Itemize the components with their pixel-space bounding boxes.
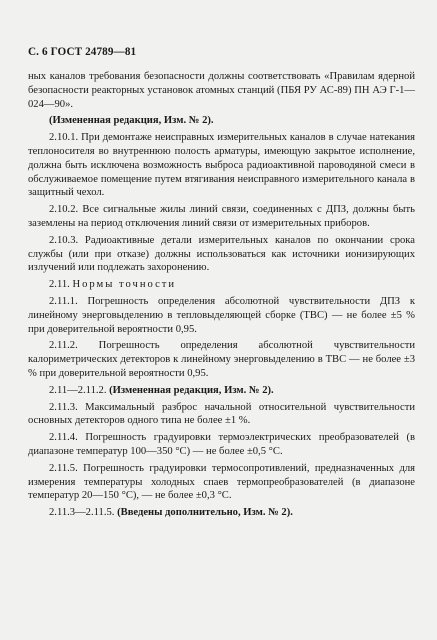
section-number: 2.11.	[49, 279, 70, 291]
section-title: Нормы точности	[72, 279, 177, 291]
clause-2-11-1: 2.11.1. Погрешность определения абсолютной чувствительности ДПЗ к линейному энерговыделению в тепловыделяющей сборке (ТВС) — не более ±5 % при доверительной вероятности 0,95.	[28, 295, 415, 335]
clause-2-10-2: 2.10.2. Все сигнальные жилы линий связи, соединенных с ДПЗ, должны быть заземлены на период отключения линий связи от измерительных приборов.	[28, 204, 415, 229]
clause-range: 2.11.3—2.11.5.	[49, 507, 115, 519]
document-body	[28, 70, 415, 523]
clause-range: 2.11—2.11.2.	[49, 384, 107, 396]
clause-2-11-2: 2.11.2. Погрешность определения абсолютной чувствительности калориметрических детекторов к линейному энерговыделению в ТВС — не более ±3 % при доверительной вероятности 0,95.	[28, 340, 415, 379]
amendment-note	[28, 384, 415, 398]
amendment-note: (Измененная редакция, Изм. № 2).	[49, 115, 214, 127]
clause-2-11-3: 2.11.3. Максимальный разброс начальной относительной чувствительности основных детекторов одного типа не более ±1 %.	[28, 401, 415, 427]
paragraph-continuation: ных каналов требования безопасности должны соответствовать «Правилам ядерной безопасности реакторных установок атомных станций (ПБЯ РУ АС-89) ПН АЭ Г-1—024—90».	[28, 71, 415, 110]
amendment-text: (Измененная редакция, Изм. № 2).	[109, 384, 274, 396]
amendment-text: (Введены дополнительно, Изм. № 2).	[117, 507, 293, 519]
clause-2-10-1: 2.10.1. При демонтаже неисправных измерительных каналов в случае натекания теплоносителя во внутреннюю полость арматуры, имеющую закрытое исполнение, должна быть исключена возможность выброса радиоактивной пароводяной смеси в обслуживаемое помещение путем втягивания неисправного измерительного канала в защитный чехол.	[28, 132, 415, 199]
amendment-note	[28, 506, 415, 520]
clause-2-10-3: 2.10.3. Радиоактивные детали измерительных каналов по окончании срока службы (или при отказе) должны использоваться как источники ионизирующих излучений или подлежать захоронению.	[28, 234, 415, 274]
clause-2-11-5: 2.11.5. Погрешность градуировки термосопротивлений, предназначенных для измерения температуры холодных спаев термопреобразователей (в диапазоне температур 20—150 °С), — не более ±0,3 °С.	[28, 462, 415, 502]
page-header: С. 6 ГОСТ 24789—81	[28, 46, 137, 58]
section-2-11-heading	[28, 278, 415, 292]
clause-2-11-4: 2.11.4. Погрешность градуировки термоэлектрических преобразователей (в диапазоне температур 100—350 °С) — не более ±0,5 °С.	[28, 432, 415, 457]
